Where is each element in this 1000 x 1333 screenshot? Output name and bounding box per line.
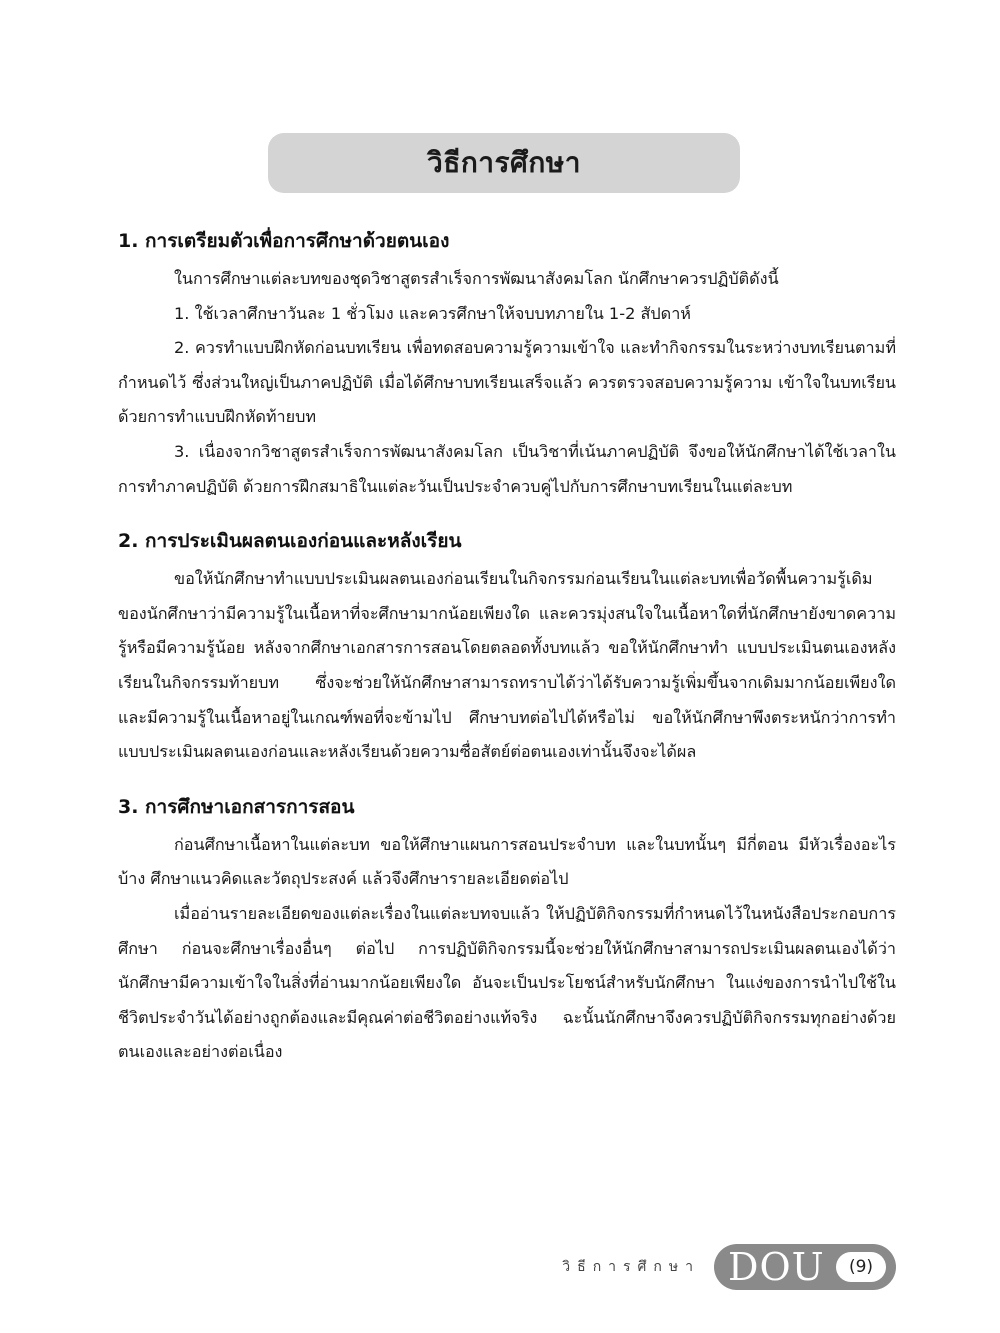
section-heading: 2. การประเมินผลตนเองก่อนและหลังเรียน: [118, 530, 462, 553]
page-footer: [562, 1244, 896, 1290]
section-preparation: [118, 226, 896, 504]
paragraph: ขอให้นักศึกษาทำแบบประเมินผลตนเองก่อนเรียนในกิจกรรมก่อนเรียนในแต่ละบทเพื่อวัดพื้นความรู้เดิมของนักศึกษาว่ามีความรู้ในเนื้อหาที่จะศึกษามากน้อยเพียงใด และควรมุ่งสนใจในเนื้อหาใดที่นักศึกษายังขาดความรู้หรือมีความรู้น้อย หลังจากศึกษาเอกสารการสอนโดยตลอดทั้งบทแล้ว ขอให้นักศึกษาทำ แบบประเมินตนเองหลังเรียนในกิจกรรมท้ายบท ซึ่งจะช่วยให้นักศึกษาสามารถทราบได้ว่าได้รับความรู้เพิ่มขึ้นจากเดิมมากน้อยเพียงใด และมีความรู้ในเนื้อหาอยู่ในเกณฑ์พอที่จะข้ามไป ศึกษาบทต่อไปได้หรือไม่ ขอให้นักศึกษาพึงตระหนักว่าการทำแบบประเมินผลตนเองก่อนและหลังเรียนด้วยความซื่อสัตย์ต่อตนเองเท่านั้นจึงจะได้ผล: [118, 569, 896, 762]
section-heading: 3. การศึกษาเอกสารการสอน: [118, 795, 355, 818]
page-number: (9): [836, 1252, 886, 1282]
paragraph: 1. ใช้เวลาศึกษาวันละ 1 ชั่วโมง และควรศึกษาให้จบบทภายใน 1-2 สัปดาห์: [174, 303, 691, 323]
paragraph: 2. ควรทำแบบฝึกหัดก่อนบทเรียน เพื่อทดสอบความรู้ความเข้าใจ และทำกิจกรรมในระหว่างบทเรียนตามที่กำหนดไว้ ซึ่งส่วนใหญ่เป็นภาคปฏิบัติ เมื่อได้ศึกษาบทเรียนเสร็จแล้ว ควรตรวจสอบความรู้ความ เข้าใจในบทเรียน ด้วยการทำแบบฝึกหัดท้ายบท: [118, 338, 896, 427]
section-heading: 1. การเตรียมตัวเพื่อการศึกษาด้วยตนเอง: [118, 230, 450, 252]
section-study-materials: [118, 792, 896, 1070]
paragraph: ในการศึกษาแต่ละบทของชุดวิชาสูตรสำเร็จการพัฒนาสังคมโลก นักศึกษาควรปฏิบัติดังนี้: [174, 269, 779, 288]
paragraph: ก่อนศึกษาเนื้อหาในแต่ละบท ขอให้ศึกษาแผนการสอนประจำบท และในบทนั้นๆ มีกี่ตอน มีหัวเรื่องอะไรบ้าง ศึกษาแนวคิดและวัตถุประสงค์ แล้วจึงศึกษารายละเอียดต่อไป: [118, 834, 896, 889]
section-self-assessment: [118, 526, 896, 770]
footer-label: วิธีการศึกษา: [562, 1259, 700, 1275]
paragraph: เมื่ออ่านรายละเอียดของแต่ละเรื่องในแต่ละบทจบแล้ว ให้ปฏิบัติกิจกรรมที่กำหนดไว้ในหนังสือประกอบการศึกษา ก่อนจะศึกษาเรื่องอื่นๆ ต่อไป การปฏิบัติกิจกรรมนี้จะช่วยให้นักศึกษาสามารถประเมินผลตนเองได้ว่า นักศึกษามีความเข้าใจในสิ่งที่อ่านมากน้อยเพียงใด อันจะเป็นประโยชน์สำหรับนักศึกษา ในแง่ของการนำไปใช้ในชีวิตประจำวันได้อย่างถูกต้องและมีคุณค่าต่อชีวิตอย่างแท้จริง ฉะนั้นนักศึกษาจึงควรปฏิบัติกิจกรรมทุกอย่างด้วยตนเองและอย่างต่อเนื่อง: [118, 903, 896, 1062]
document-body: [118, 226, 896, 1092]
footer-badge: [714, 1244, 896, 1290]
page-title-banner: [268, 133, 740, 193]
dou-logo: DOU: [728, 1245, 825, 1289]
paragraph: 3. เนื่องจากวิชาสูตรสำเร็จการพัฒนาสังคมโลก เป็นวิชาที่เน้นภาคปฏิบัติ จึงขอให้นักศึกษาได้ใช้เวลาในการทำภาคปฏิบัติ ด้วยการฝึกสมาธิในแต่ละวันเป็นประจำควบคู่ไปกับการศึกษาบทเรียนในแต่ละบท: [118, 441, 896, 496]
page-title: วิธีการศึกษา: [427, 146, 581, 179]
